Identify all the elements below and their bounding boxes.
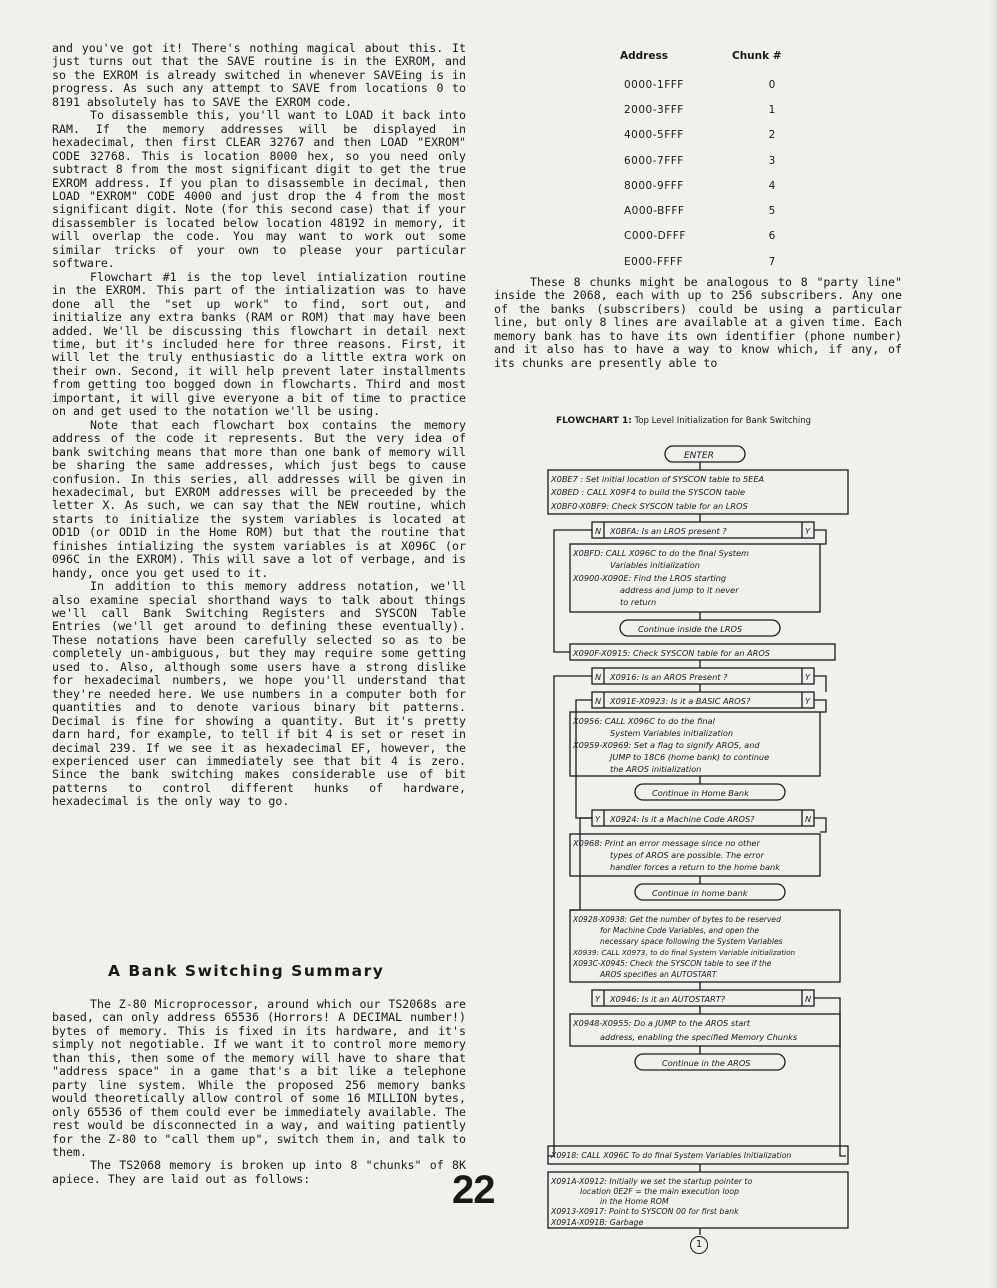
continue-text: Continue inside the LROS <box>638 624 743 634</box>
no-label: N <box>595 672 602 682</box>
box-line: in the Home ROM <box>600 1197 669 1206</box>
page-edge-shadow <box>989 0 997 1288</box>
table-row <box>612 97 802 122</box>
box-line: X0900-X090E: Find the LROS starting <box>573 573 727 583</box>
box-text: X0918: CALL X096C To do final System Variables Initialization <box>551 1151 792 1160</box>
address-column-header: Address <box>620 50 668 62</box>
box-line: AROS specifies an AUTOSTART <box>600 970 717 979</box>
address-chunk-table <box>612 50 802 274</box>
chunk-cell: 0 <box>768 78 776 91</box>
summary-column <box>52 998 466 1186</box>
chunk-cell: 3 <box>768 154 776 167</box>
box-line: handler forces a return to the home bank <box>610 862 780 872</box>
box-line: Variables initialization <box>610 560 700 570</box>
box-line: the AROS initialization <box>610 764 702 774</box>
box-line: location 0E2F = the main execution loop <box>580 1187 739 1196</box>
enter-label: ENTER <box>684 451 714 461</box>
address-cell: 6000-7FFF <box>624 154 684 167</box>
table-row <box>612 72 802 97</box>
paragraph: In addition to this memory address notation, we'll also examine special shorthand ways to talk about things we'll call Bank Switching Registers and SYSCON Table Entries (we'll get around to defining these eventually). These notations have been carefully selected so as to be completely un-ambiguous, but they may require some getting used to. Also, although some users have a strong dislike for hexadecimal numbers, we hope you'll understand that they're needed here. We use numbers in a computer both for quantities and to denote various binary bit patterns. Decimal is fine for showing a quantity. But it's pretty darn hard, for example, to tell if bit 4 is set or reset in decimal 239. If we see it as hexadecimal EF, however, the experienced user can immediately see that bit 4 is zero. Since the bank switching makes considerable use of bit patterns to control different hunks of hardware, hexadecimal is the only way to go. <box>52 579 466 809</box>
address-cell: E000-FFFF <box>624 255 684 268</box>
no-label: N <box>595 696 602 706</box>
paragraph: The Z-80 Microprocessor, around which our TS2068s are based, can only address 65536 (Horrors! A DECIMAL number!) bytes of memory. This is fixed in its hardware, and it's simply not negotiable. If we want it to control more memory than this, then some of the memory will have to share that "address space" in a game that's a bit like a telephone party line system. While the proposed 256 memory banks would theoretically allow control of some 16 MILLION bytes, only 65536 of them could ever be immediately available. The rest would be disconnected in a way, and waiting patiently for the Z-80 to "call them up", switch them in, and talk to them. <box>52 997 466 1159</box>
no-label: N <box>595 526 602 536</box>
yes-label: Y <box>805 696 811 706</box>
chunk-cell: 7 <box>768 255 776 268</box>
table-row <box>612 224 802 249</box>
box-line: X0939: CALL X0973, to do final System Variable initialization <box>573 948 796 957</box>
continue-text: Continue in home bank <box>652 888 748 898</box>
box-line: X0968: Print an error message since no other <box>573 838 760 848</box>
box-line: to return <box>620 597 657 607</box>
box-line: types of AROS are possible. The error <box>610 850 764 860</box>
address-cell: 2000-3FFF <box>624 103 684 116</box>
box-line: for Machine Code Variables, and open the <box>600 926 760 935</box>
box-line: X0BF0-X0BF9: Check SYSCON table for an LROS <box>551 501 748 511</box>
table-row <box>612 198 802 223</box>
decision-text: X0BFA: Is an LROS present ? <box>610 526 727 536</box>
box-line: JUMP to 18C6 (home bank) to continue <box>610 752 770 762</box>
flowchart-title <box>556 416 811 426</box>
flowchart-title-text: Top Level Initialization for Bank Switching <box>634 416 812 426</box>
end-connector <box>690 1236 708 1254</box>
paragraph: Note that each flowchart box contains the memory address of the code it represents. But the very idea of bank switching means that more than one bank of memory will be sharing the same addresses, which just begs to cause confusion. In this series, all addresses will be given in hexadecimal, but EXROM addresses will be preceeded by the letter X. As such, we can say that the NEW routine, which starts to initialize the system variables is located at OD1D (or OD1D in the Home ROM) but that the routine that finishes intializing the system variables is at X096C (or 096C in the EXROM). This will save a lot of verbage, and is handy, once you get used to it. <box>52 417 466 580</box>
yes-label: Y <box>805 672 811 682</box>
chunk-cell: 2 <box>768 129 776 142</box>
yes-label: Y <box>595 994 601 1004</box>
decision-text: X0924: Is it a Machine Code AROS? <box>610 814 755 824</box>
box-line: X0928-X0938: Get the number of bytes to be reserved <box>573 915 781 924</box>
box-line: X091A-X0912: Initially we set the startup pointer to <box>551 1177 753 1186</box>
decision-text: X0946: Is it an AUTOSTART? <box>610 994 726 1004</box>
table-header <box>612 50 802 72</box>
continue-text: Continue in the AROS <box>662 1058 751 1068</box>
no-label: N <box>805 814 812 824</box>
box-line: System Variables initialization <box>610 728 734 738</box>
continue-text: Continue in Home Bank <box>652 788 749 798</box>
decision-text: X091E-X0923: Is it a BASIC AROS? <box>610 696 751 706</box>
box-line: X0956: CALL X096C to do the final <box>573 716 715 726</box>
paragraph: To disassemble this, you'll want to LOAD it back into RAM. If the memory addresses will be displayed in hexadecimal, then first CLEAR 32767 and then LOAD "EXROM" CODE 32768. This is location 8000 hex, so you need only subtract 8 from the most significant digit to get the true EXROM address. If you plan to disassemble in decimal, then LOAD "EXROM" CODE 4000 and just drop the 4 from the most significant digit. Note (for this second case) that if your disassembler is located below location 48192 in memory, it will overlap the code. You may want to work out some similar tricks of your own to please your particular software. <box>52 108 466 271</box>
paragraph: These 8 chunks might be analogous to 8 "party line" inside the 2068, each with up to 256 subscribers. Any one of the banks (subscribers) could be using a particular line, but only 8 lines are available at a given time. Each memory bank has to have its own identifier (phone number) and it also has to have a way to know which, if any, of its chunks are presently able to <box>494 275 902 370</box>
paragraph: and you've got it! There's nothing magical about this. It just turns out that the SAVE routine is in the EXROM, and so the EXROM is already switched in whenever SAVEing is in progress. As such any attempt to SAVE from locations 0 to 8191 absolutely has to SAVE the EXROM code. <box>52 41 466 109</box>
left-column <box>52 42 466 809</box>
yes-label: Y <box>805 526 811 536</box>
decision-text: X0916: Is an AROS Present ? <box>610 672 728 682</box>
box-line: X0BE7 : Set initial location of SYSCON table to 5EEA <box>551 474 765 484</box>
table-row <box>612 173 802 198</box>
chunk-cell: 1 <box>768 103 776 116</box>
box-text: X090F-X0915: Check SYSCON table for an AROS <box>573 648 770 658</box>
box-line: necessary space following the System Variables <box>600 937 783 946</box>
box-line: X0959-X0969: Set a flag to signify AROS, and <box>573 740 760 750</box>
chunk-column-header: Chunk # <box>732 50 782 62</box>
page-number: 22 <box>452 1168 495 1212</box>
no-label: N <box>805 994 812 1004</box>
chunk-cell: 6 <box>768 230 776 243</box>
chunk-cell: 4 <box>768 179 776 192</box>
right-column <box>494 276 902 370</box>
chunk-cell: 5 <box>768 205 776 218</box>
box-line: address, enabling the specified Memory Chunks <box>600 1032 798 1042</box>
address-cell: 8000-9FFF <box>624 179 684 192</box>
yes-label: Y <box>595 814 601 824</box>
address-cell: A000-BFFF <box>624 205 685 218</box>
box-line: X0913-X0917: Point to SYSCON 00 for first bank <box>551 1207 739 1216</box>
section-heading: A Bank Switching Summary <box>108 962 385 980</box>
paragraph: The TS2068 memory is broken up into 8 "chunks" of 8K apiece. They are laid out as follows: <box>52 1158 466 1186</box>
table-row <box>612 148 802 173</box>
box-line: X0BFD: CALL X096C to do the final System <box>573 548 749 558</box>
connector-label: 1 <box>695 1239 703 1250</box>
box-line: X0948-X0955: Do a JUMP to the AROS start <box>573 1018 750 1028</box>
flowchart-diagram <box>540 440 860 1240</box>
table-row <box>612 249 802 274</box>
flowchart-title-label: FLOWCHART 1: <box>556 416 632 426</box>
box-line: X0BED : CALL X09F4 to build the SYSCON table <box>551 487 746 497</box>
box-line: X093C-X0945: Check the SYSCON table to see if the <box>573 959 772 968</box>
box-line: address and jump to it never <box>620 585 739 595</box>
address-cell: 4000-5FFF <box>624 129 684 142</box>
address-cell: 0000-1FFF <box>624 78 684 91</box>
address-cell: C000-DFFF <box>624 230 686 243</box>
table-row <box>612 123 802 148</box>
box-line: X091A-X091B: Garbage <box>551 1218 644 1227</box>
paragraph: Flowchart #1 is the top level intialization routine in the EXROM. This part of the intialization was to have done all the "set up work" to find, sort out, and initialize any extra banks (RAM or ROM) that may have been added. We'll be discussing this flowchart in detail next time, but it's included here for three reasons. First, it will let the truly enthusiastic do a little extra work on their own. Second, it will help prevent later installments from getting too bogged down in flowcharts. Third and most important, it will give everyone a bit of time to practice on and get used to the notation we'll be using. <box>52 269 466 419</box>
